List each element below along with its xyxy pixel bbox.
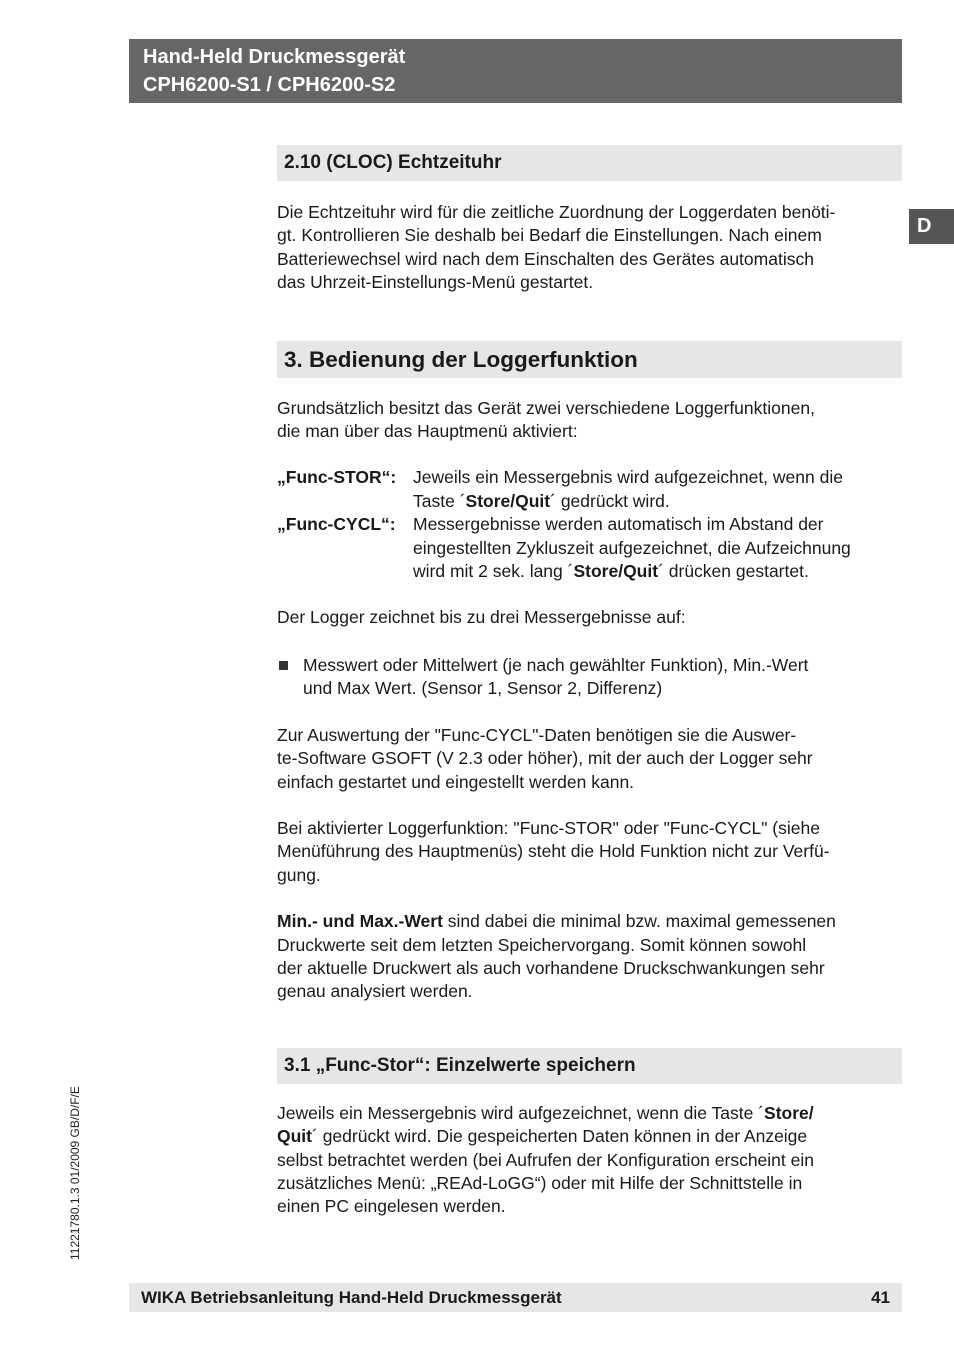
- text-line: Batteriewechsel wird nach dem Einschalten des Gerätes automatisch: [277, 248, 814, 269]
- text-line: Min.- und Max.-Wert sind dabei die minimal bzw. maximal gemessenen: [277, 911, 836, 932]
- text-line: Taste ´Store/Quit´ gedrückt wird.: [413, 490, 670, 511]
- text-line: Bei aktivierter Loggerfunktion: "Func-STOR" oder "Func-CYCL" (siehe: [277, 817, 820, 838]
- text-line: Die Echtzeituhr wird für die zeitliche Zuordnung der Loggerdaten benöti-: [277, 202, 836, 222]
- text-line: einfach gestartet und eingestellt werden kann.: [277, 771, 635, 792]
- text-line: gt. Kontrollieren Sie deshalb bei Bedarf die Einstellungen. Nach einem: [277, 225, 822, 246]
- text-line: eingestellten Zykluszeit aufgezeichnet, die Aufzeichnung: [413, 537, 851, 558]
- text-line: te-Software GSOFT (V 2.3 oder höher), mit der auch der Logger sehr: [277, 748, 813, 769]
- bullet-item: [277, 654, 902, 701]
- text-line: zusätzliches Menü: „REAd-LoGG“) oder mit Hilfe der Schnittstelle in: [277, 1172, 803, 1193]
- document-code: 11221780.1.3 01/2009 GB/D/F/E: [68, 1086, 82, 1260]
- square-bullet-icon: [277, 654, 303, 701]
- footer-title: WIKA Betriebsanleitung Hand-Held Druckmessgerät: [141, 1288, 562, 1307]
- store-quit-key: Store/Quit: [573, 561, 659, 582]
- page-content: [277, 145, 902, 1219]
- function-definition-list: [277, 466, 902, 583]
- text-line: Quit´ gedrückt wird. Die gespeicherten Daten können in der Anzeige: [277, 1126, 808, 1147]
- store-quit-key: Store/Quit: [465, 490, 551, 511]
- text-line: Zur Auswertung der "Func-CYCL"-Daten benötigen sie die Auswer-: [277, 724, 797, 745]
- hold-paragraph: [277, 817, 902, 887]
- text-line: gung.: [277, 864, 321, 885]
- text-line: genau analysiert werden.: [277, 981, 473, 1002]
- func-cycl-description: [413, 513, 902, 583]
- header-title-line1: Hand-Held Druckmessgerät: [143, 46, 406, 68]
- page-header: [129, 39, 902, 103]
- text-line: Messergebnisse werden automatisch im Abstand der: [413, 514, 824, 535]
- func-cycl-term: „Func-CYCL“:: [277, 514, 396, 535]
- page-number: 41: [871, 1288, 890, 1307]
- text-line: einen PC eingelesen werden.: [277, 1196, 506, 1217]
- section-heading-3-1: 3.1 „Func-Stor“: Einzelwerte speichern: [277, 1048, 902, 1084]
- bullet-text: [303, 654, 808, 701]
- text-line: und Max Wert. (Sensor 1, Sensor 2, Differenz): [303, 678, 663, 699]
- minmax-bold: Min.- und Max.-Wert: [277, 911, 443, 932]
- func-stor-description: [413, 466, 902, 513]
- text-line: der aktuelle Druckwert als auch vorhandene Druckschwankungen sehr: [277, 957, 825, 978]
- func-stor-term: „Func-STOR“:: [277, 467, 397, 488]
- minmax-paragraph: [277, 910, 902, 1004]
- gsoft-paragraph: [277, 724, 902, 794]
- header-title-line2: CPH6200-S1 / CPH6200-S2: [143, 74, 396, 96]
- text-line: das Uhrzeit-Einstellungs-Menü gestartet.: [277, 272, 594, 293]
- text-line: Druckwerte seit dem letzten Speichervorgang. Somit können sowohl: [277, 934, 807, 955]
- func-stor-paragraph: [277, 1102, 902, 1219]
- page-footer: [129, 1283, 902, 1312]
- text-line: Jeweils ein Messergebnis wird aufgezeichnet, wenn die Taste ´Store/: [277, 1102, 814, 1123]
- language-tab: D: [909, 209, 954, 244]
- text-line: Jeweils ein Messergebnis wird aufgezeichnet, wenn die: [413, 467, 843, 488]
- section-heading-3: 3. Bedienung der Loggerfunktion: [277, 341, 902, 378]
- text-line: Grundsätzlich besitzt das Gerät zwei verschiedene Loggerfunktionen,: [277, 397, 815, 418]
- text-line: wird mit 2 sek. lang ´Store/Quit´ drücken gestartet.: [413, 561, 809, 582]
- section-heading-2-10: 2.10 (CLOC) Echtzeituhr: [277, 145, 902, 181]
- clock-paragraph: [277, 201, 902, 295]
- text-line: selbst betrachtet werden (bei Aufrufen der Konfiguration erscheint ein: [277, 1149, 814, 1170]
- text-line: Messwert oder Mittelwert (je nach gewählter Funktion), Min.-Wert: [303, 654, 809, 675]
- text-line: Menüführung des Hauptmenüs) steht die Hold Funktion nicht zur Verfü-: [277, 841, 830, 862]
- intro-paragraph: [277, 397, 902, 444]
- text-line: die man über das Hauptmenü aktiviert:: [277, 421, 578, 442]
- logger-paragraph: Der Logger zeichnet bis zu drei Messergebnisse auf:: [277, 607, 686, 628]
